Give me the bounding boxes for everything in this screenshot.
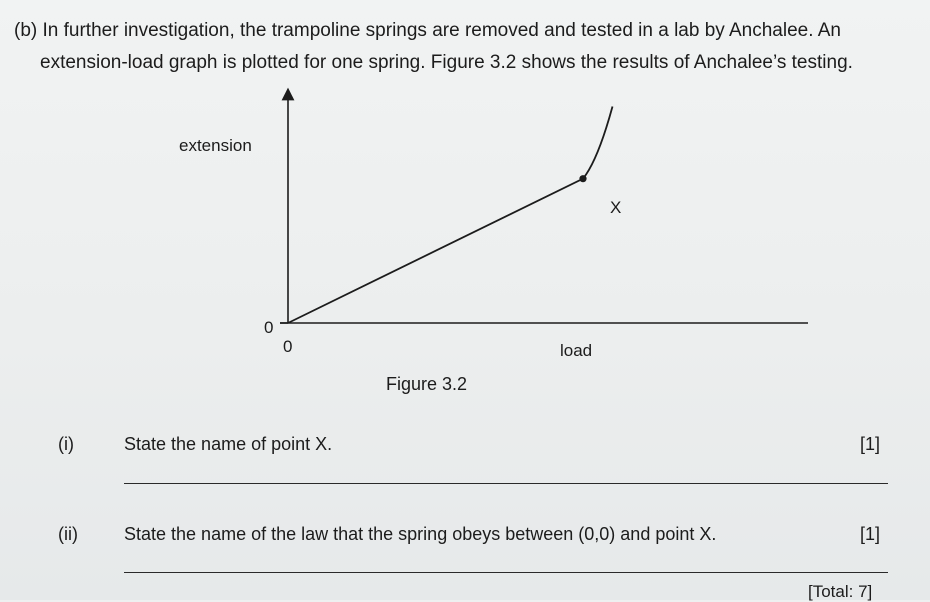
part-question: State the name of point X.: [124, 434, 333, 454]
part-number: (ii): [58, 524, 78, 544]
point-x-label: X: [610, 198, 622, 217]
marks-label: [1]: [860, 434, 881, 454]
y-origin-label: 0: [264, 318, 274, 337]
part-question: State the name of the law that the spring obeys between (0,0) and point X.: [124, 524, 717, 544]
answer-line[interactable]: [124, 572, 888, 573]
x-axis-label: load: [560, 341, 593, 360]
x-origin-label: 0: [283, 337, 293, 356]
question-intro-line-2: extension-load graph is plotted for one spring. Figure 3.2 shows the results of Anchalee’s testing.: [40, 52, 853, 73]
y-axis-label: extension: [179, 136, 252, 155]
question-intro-line-1: (b) In further investigation, the trampoline springs are removed and tested in a lab by Anchalee. An: [14, 20, 841, 41]
extension-load-curve: [288, 107, 613, 323]
total-marks: [Total: 7]: [808, 582, 873, 601]
marks-label: [1]: [860, 524, 881, 544]
answer-line[interactable]: [124, 483, 888, 484]
part-number: (i): [58, 434, 74, 454]
figure-caption: Figure 3.2: [386, 374, 468, 394]
point-x-marker: [579, 175, 586, 182]
